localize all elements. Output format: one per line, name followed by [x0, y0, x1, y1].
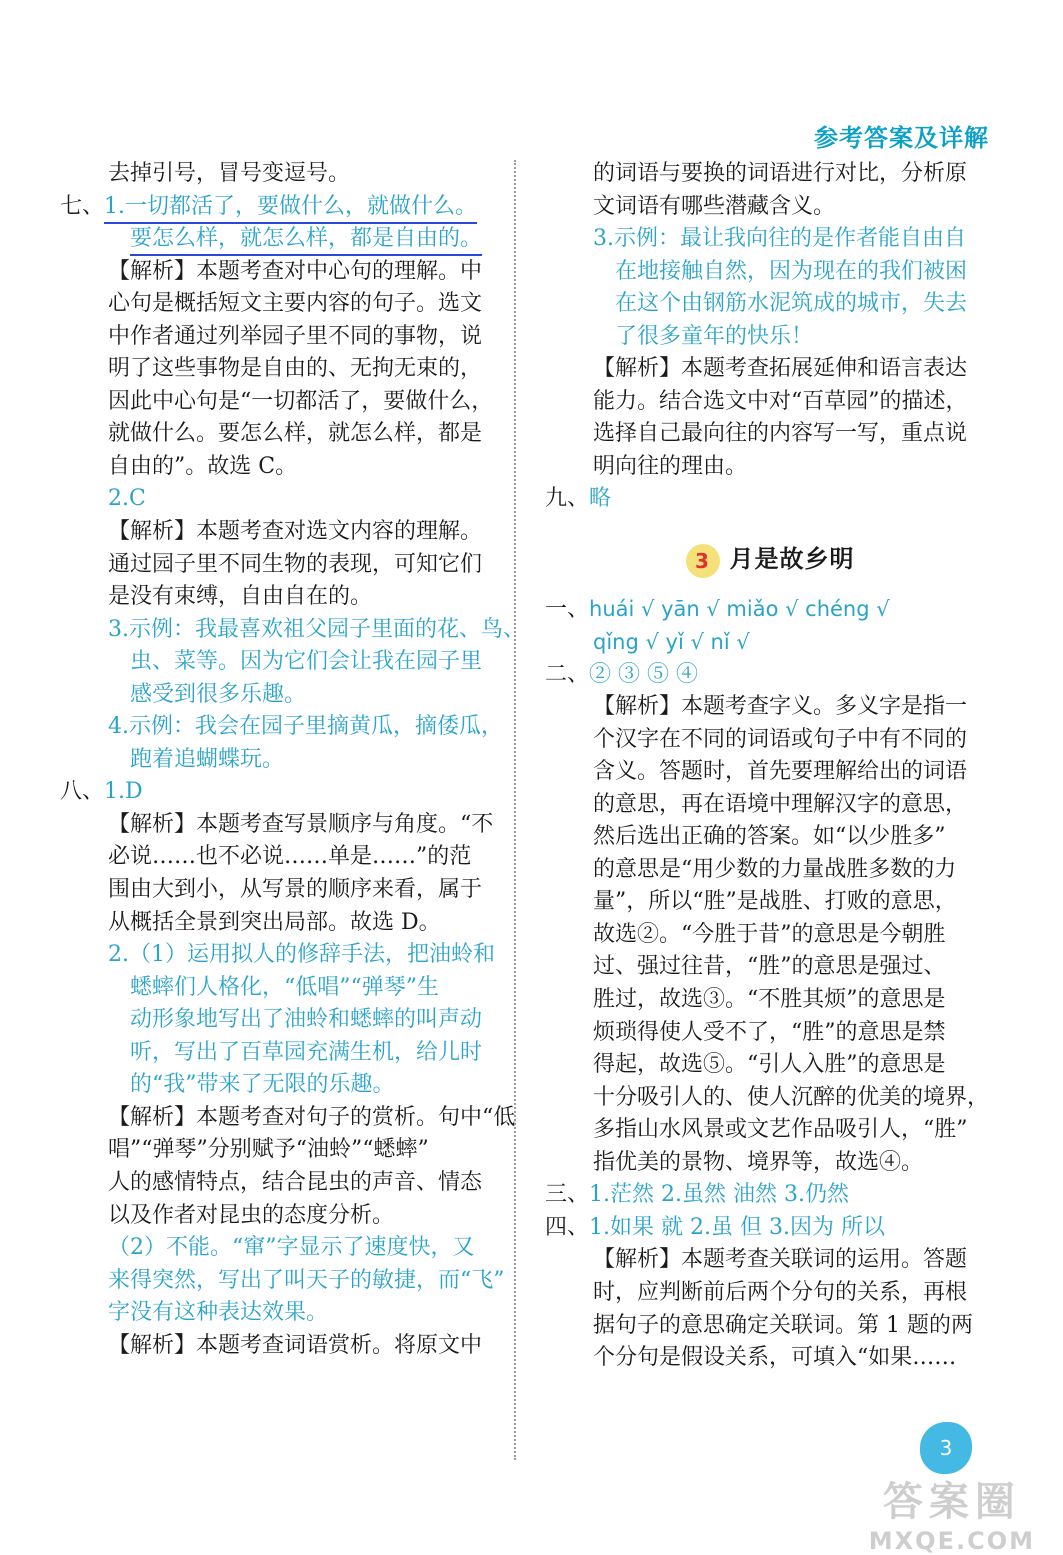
text-line	[60, 646, 505, 678]
text-line	[545, 483, 995, 515]
line-text: 1.茫然 2.虽然 油然 3.仍然	[589, 1182, 849, 1208]
text-line	[545, 451, 995, 483]
text-line	[545, 288, 995, 320]
text-line	[60, 1004, 505, 1036]
text-line	[545, 418, 995, 450]
text-line	[545, 659, 995, 691]
line-text: 必说……也不必说……单是……”的范	[108, 844, 472, 870]
text-line	[60, 711, 505, 743]
text-line	[545, 256, 995, 288]
text-line	[60, 1134, 505, 1166]
text-line	[545, 1147, 995, 1179]
chapter-heading	[545, 533, 995, 585]
left-column	[60, 158, 525, 1362]
text-line	[60, 288, 505, 320]
line-text: 【解析】本题考查对句子的赏析。句中“低	[108, 1104, 516, 1130]
line-text: 来得突然，写出了叫天子的敏捷，而“飞”	[108, 1267, 505, 1293]
text-line	[60, 972, 505, 1004]
section-marker: 九、	[545, 486, 590, 512]
line-text: 指优美的景物、境界等，故选④。	[593, 1149, 924, 1175]
text-line	[545, 691, 995, 723]
text-line	[60, 191, 505, 223]
text-line	[545, 593, 995, 625]
line-text: 感受到很多乐趣。	[130, 681, 307, 707]
line-text: 3.示例：我最喜欢祖父园子里面的花、鸟、	[108, 616, 525, 642]
line-text: 明向往的理由。	[593, 453, 748, 479]
line-text: 字没有这种表达效果。	[108, 1300, 329, 1326]
line-text: 个汉字在不同的词语或句子中有不同的	[593, 726, 968, 752]
line-text: 从概括全景到突出局部。故选 D。	[108, 909, 441, 935]
line-text: 通过园子里不同生物的表现，可知它们	[108, 551, 483, 577]
line-text: 要怎么样，就怎么样，都是自由的。	[130, 224, 482, 256]
text-line	[60, 841, 505, 873]
text-line	[60, 581, 505, 613]
text-line	[545, 223, 995, 255]
section-marker: 七、	[60, 193, 105, 219]
text-line	[60, 1167, 505, 1199]
line-text: 1.一切都活了，要做什么，就做什么。	[104, 192, 477, 224]
line-text: 烦琐得使人受不了，“胜”的意思是禁	[593, 1019, 946, 1045]
line-text: 能力。结合选文中对“百草园”的描述，	[593, 388, 968, 414]
line-text: 文词语有哪些潜藏含义。	[593, 193, 836, 219]
text-line	[60, 1330, 505, 1362]
line-text: 因此中心句是“一切都活了，要做什么，	[108, 388, 494, 414]
line-text: 动形象地写出了油蛉和蟋蟀的叫声动	[130, 1007, 483, 1033]
text-line	[545, 724, 995, 756]
text-line	[545, 984, 995, 1016]
line-text: 了很多童年的快乐！	[615, 323, 814, 349]
text-line	[60, 256, 505, 288]
line-text: 故选②。“今胜于昔”的意思是今朝胜	[593, 921, 946, 947]
page-number: 3	[920, 1422, 972, 1474]
text-line	[60, 321, 505, 353]
text-line	[545, 1114, 995, 1146]
line-text: 然后选出正确的答案。如“以少胜多”	[593, 824, 946, 850]
text-line	[60, 907, 505, 939]
line-text: 去掉引号，冒号变逗号。	[108, 161, 351, 186]
line-text: 【解析】本题考查对中心句的理解。中	[108, 258, 483, 284]
text-line	[60, 516, 505, 548]
text-line	[60, 386, 505, 418]
text-line	[545, 1244, 995, 1276]
text-line	[60, 1200, 505, 1232]
line-text: 心句是概括短文主要内容的句子。选文	[108, 291, 483, 317]
line-text: 【解析】本题考查对选文内容的理解。	[108, 519, 483, 545]
line-text: 蟋蟀们人格化，“低唱”“弹琴”生	[130, 974, 439, 1000]
line-text: 个分句是假设关系，可填入“如果……	[593, 1345, 957, 1371]
text-line	[545, 1179, 995, 1211]
line-text: 1.如果 就 2.虽 但 3.因为 所以	[589, 1214, 885, 1240]
text-line	[60, 483, 505, 515]
section-marker: 二、	[545, 661, 590, 687]
line-text: 明了这些事物是自由的、无拘无束的，	[108, 356, 483, 382]
right-column	[545, 158, 995, 1375]
text-line	[545, 191, 995, 223]
line-text: 以及作者对昆虫的态度分析。	[108, 1202, 395, 1228]
line-text: 十分吸引人的、使人沉醉的优美的境界，	[593, 1084, 990, 1110]
line-text: ② ③ ⑤ ④	[589, 661, 698, 687]
line-text: 选择自己最向往的内容写一写，重点说	[593, 421, 968, 447]
text-line	[60, 418, 505, 450]
text-line	[60, 1102, 516, 1134]
line-text: 的意思，再在语境中理解汉字的意思，	[593, 791, 968, 817]
line-text: 的词语与要换的词语进行对比，分析原	[593, 161, 968, 186]
line-text: 4.示例：我会在园子里摘黄瓜，摘倭瓜，	[108, 714, 503, 740]
text-line	[545, 1310, 995, 1342]
line-text: 在地接触自然，因为现在的我们被困	[615, 258, 968, 284]
line-text: 胜过，故选③。“不胜其烦”的意思是	[593, 987, 946, 1013]
line-text: 得起，故选⑤。“引人入胜”的意思是	[593, 1052, 946, 1078]
line-text: 人的感情特点，结合昆虫的声音、情态	[108, 1169, 483, 1195]
text-line	[545, 821, 995, 853]
text-line	[60, 451, 505, 483]
text-line	[545, 756, 995, 788]
text-line	[60, 223, 505, 255]
text-line	[545, 1017, 995, 1049]
text-line	[545, 626, 995, 658]
line-text: 自由的”。故选 C。	[108, 453, 298, 479]
text-line	[60, 1232, 505, 1264]
text-line	[60, 1265, 505, 1297]
text-line	[60, 158, 505, 190]
line-text: 时，应判断前后两个分句的关系，再根	[593, 1279, 968, 1305]
line-text: 【解析】本题考查词语赏析。将原文中	[108, 1332, 483, 1358]
line-text: 【解析】本题考查写景顺序与角度。“不	[108, 811, 494, 837]
text-line	[545, 854, 995, 886]
text-line	[545, 386, 995, 418]
chapter-title: 月是故乡明	[729, 544, 855, 574]
watermark-line1: 答案圈	[882, 1479, 1021, 1525]
text-line	[60, 809, 505, 841]
text-line	[60, 679, 505, 711]
line-text: 就做什么。要怎么样，就怎么样，都是	[108, 421, 483, 447]
text-line	[545, 158, 995, 190]
line-text: 在这个由钢筋水泥筑成的城市，失去	[615, 291, 968, 317]
line-text: 是没有束缚，自由自在的。	[108, 584, 373, 610]
section-marker: 四、	[545, 1214, 590, 1240]
text-line	[545, 353, 995, 385]
line-text: 跑着追蝴蝶玩。	[130, 746, 285, 772]
text-line	[60, 353, 505, 385]
line-text: 的“我”带来了无限的乐趣。	[130, 1072, 395, 1098]
text-line	[545, 1082, 995, 1114]
line-text: huái √ yān √ miǎo √ chéng √	[589, 597, 890, 622]
section-marker: 八、	[60, 779, 105, 805]
line-text: 【解析】本题考查拓展延伸和语言表达	[593, 356, 968, 382]
line-text: 的意思是“用少数的力量战胜多数的力	[593, 856, 957, 882]
text-line	[545, 1049, 995, 1081]
text-line	[545, 951, 995, 983]
line-text: 虫、菜等。因为它们会让我在园子里	[130, 649, 483, 675]
text-line	[60, 1037, 505, 1069]
line-text: （2）不能。“窜”字显示了速度快，又	[108, 1235, 475, 1261]
text-line	[545, 321, 995, 353]
text-line	[60, 776, 505, 808]
line-text: 略	[589, 486, 612, 512]
text-line	[60, 1069, 505, 1101]
text-line	[60, 549, 505, 581]
line-text: 【解析】本题考查关联词的运用。答题	[593, 1247, 968, 1273]
watermark-line2: MXQE.COM	[868, 1527, 1035, 1555]
text-line	[60, 1297, 505, 1329]
text-line	[545, 789, 995, 821]
line-text: 含义。答题时，首先要理解给出的词语	[593, 759, 968, 785]
page-header: 参考答案及详解	[814, 123, 989, 152]
chapter-number-badge: 3	[686, 544, 720, 578]
line-text: 据句子的意思确定关联词。第 1 题的两	[593, 1312, 973, 1338]
line-text: 1.D	[104, 779, 143, 805]
section-marker: 一、	[545, 597, 590, 623]
line-text: 中作者通过列举园子里不同的事物，说	[108, 323, 483, 349]
line-text: 量”，所以“胜”是战胜、打败的意思，	[593, 889, 957, 915]
text-line	[545, 1277, 995, 1309]
text-line	[545, 886, 995, 918]
line-text: 过、强过往昔，“胜”的意思是强过、	[593, 954, 946, 980]
text-line	[60, 874, 505, 906]
text-line	[60, 939, 505, 971]
text-line	[545, 1342, 995, 1374]
text-line	[60, 744, 505, 776]
line-text: 多指山水风景或文艺作品吸引人，“胜”	[593, 1117, 968, 1143]
line-text: 【解析】本题考查字义。多义字是指一	[593, 694, 968, 720]
column-divider	[514, 160, 516, 1460]
line-text: qǐng √ yǐ √ nǐ √	[593, 630, 750, 655]
line-text: 2.C	[108, 486, 146, 512]
section-marker: 三、	[545, 1182, 590, 1208]
line-text: 3.示例：最让我向往的是作者能自由自	[593, 226, 966, 252]
text-line	[545, 919, 995, 951]
line-text: 听，写出了百草园充满生机，给儿时	[130, 1039, 483, 1065]
line-text: 2.（1）运用拟人的修辞手法，把油蛉和	[108, 942, 495, 968]
text-line	[545, 1212, 995, 1244]
text-line	[60, 614, 525, 646]
watermark-logo	[869, 1470, 1035, 1555]
line-text: 围由大到小，从写景的顺序来看，属于	[108, 877, 483, 903]
line-text: 唱”“弹琴”分别赋予“油蛉”“蟋蟀”	[108, 1137, 429, 1163]
